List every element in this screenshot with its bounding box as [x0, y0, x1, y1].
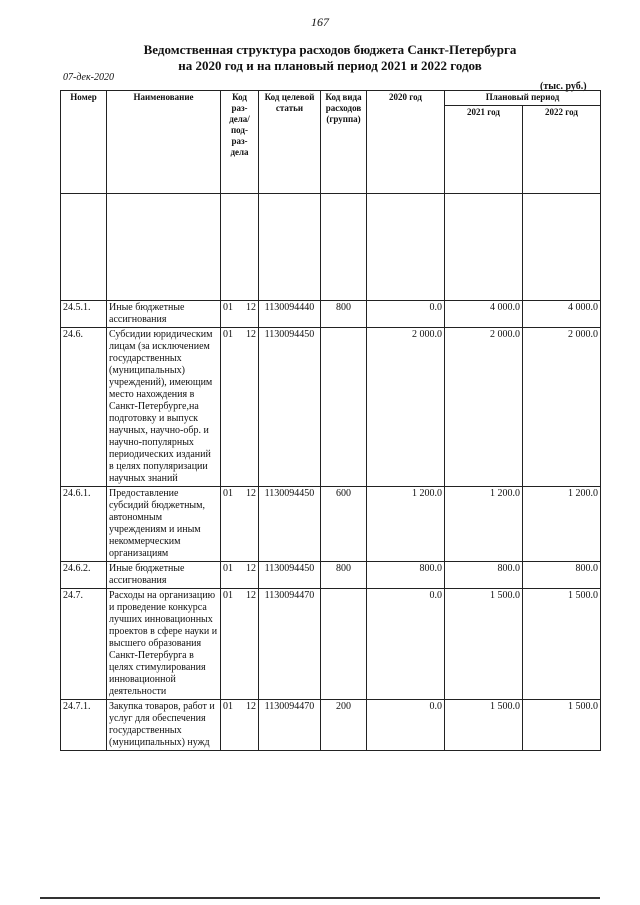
row-section-code [221, 487, 259, 562]
header-name: Наименование [107, 91, 221, 194]
row-subsection: 12 [246, 701, 256, 712]
row-target-code: 1130094440 [259, 301, 321, 328]
row-expense-type [321, 589, 367, 700]
row-number: 24.7.1. [61, 700, 107, 751]
row-section: 01 [223, 302, 233, 313]
row-value-2020: 2 000.0 [367, 328, 445, 487]
row-value-2022: 4 000.0 [523, 301, 601, 328]
row-value-2022: 2 000.0 [523, 328, 601, 487]
row-name: Расходы на организацию и проведение конкурса лучших инновационных проектов в сфере науки и высшего образования Санкт-Петербурга в целях стимулирования инновационной деятельности [107, 589, 221, 700]
budget-table [60, 90, 601, 751]
spacer-row [61, 194, 601, 301]
row-target-code: 1130094450 [259, 562, 321, 589]
header-number: Номер [61, 91, 107, 194]
header-row-top [61, 91, 601, 106]
header-target: Код целевой статьи [259, 91, 321, 194]
row-section: 01 [223, 590, 233, 601]
row-value-2020: 0.0 [367, 589, 445, 700]
header-2020: 2020 год [367, 91, 445, 194]
row-value-2021: 2 000.0 [445, 328, 523, 487]
row-value-2020: 0.0 [367, 301, 445, 328]
header-planned-period: Плановый период [445, 91, 601, 106]
row-subsection: 12 [246, 329, 256, 340]
document-date: 07-дек-2020 [63, 72, 114, 83]
row-name: Иные бюджетные ассигнования [107, 562, 221, 589]
row-section-code [221, 328, 259, 487]
table-row [61, 487, 601, 562]
row-value-2022: 1 500.0 [523, 589, 601, 700]
row-value-2021: 4 000.0 [445, 301, 523, 328]
row-name: Закупка товаров, работ и услуг для обеспечения государственных (муниципальных) нужд [107, 700, 221, 751]
row-section-code [221, 700, 259, 751]
row-target-code: 1130094470 [259, 700, 321, 751]
row-name: Иные бюджетные ассигнования [107, 301, 221, 328]
row-value-2022: 1 200.0 [523, 487, 601, 562]
row-number: 24.7. [61, 589, 107, 700]
row-section: 01 [223, 701, 233, 712]
scan-artifact-line [40, 897, 600, 899]
units-note: (тыс. руб.) [540, 81, 587, 92]
row-value-2021: 1 500.0 [445, 589, 523, 700]
row-name: Субсидии юридическим лицам (за исключением государственных (муниципальных) учреждений), имеющим место нахождения в Санкт-Петербурге,на подготовку и выпуск научных, научно-обр. и научно-популярных периодических изданий в целях популяризации научных знаний [107, 328, 221, 487]
row-value-2020: 800.0 [367, 562, 445, 589]
row-subsection: 12 [246, 563, 256, 574]
table-row [61, 700, 601, 751]
row-expense-type [321, 328, 367, 487]
header-expense-type: Код вида расходов (группа) [321, 91, 367, 194]
row-section: 01 [223, 329, 233, 340]
row-section-code [221, 589, 259, 700]
header-2021: 2021 год [445, 106, 523, 194]
title-line-2: на 2020 год и на плановый период 2021 и 2022 годов [178, 58, 482, 73]
table-body [61, 194, 601, 751]
row-section-code [221, 562, 259, 589]
row-section: 01 [223, 563, 233, 574]
row-target-code: 1130094470 [259, 589, 321, 700]
row-value-2020: 0.0 [367, 700, 445, 751]
row-expense-type: 800 [321, 562, 367, 589]
row-number: 24.5.1. [61, 301, 107, 328]
row-expense-type: 600 [321, 487, 367, 562]
row-value-2021: 1 500.0 [445, 700, 523, 751]
row-number: 24.6. [61, 328, 107, 487]
page-number: 167 [311, 15, 329, 29]
row-expense-type: 800 [321, 301, 367, 328]
table-row [61, 589, 601, 700]
row-value-2022: 800.0 [523, 562, 601, 589]
table-row [61, 301, 601, 328]
title-line-1: Ведомственная структура расходов бюджета Санкт-Петербурга [143, 42, 517, 57]
document-title [60, 42, 600, 74]
row-subsection: 12 [246, 302, 256, 313]
header-2022: 2022 год [523, 106, 601, 194]
row-section-code [221, 301, 259, 328]
table-row [61, 328, 601, 487]
row-value-2021: 1 200.0 [445, 487, 523, 562]
row-number: 24.6.2. [61, 562, 107, 589]
row-value-2020: 1 200.0 [367, 487, 445, 562]
row-subsection: 12 [246, 590, 256, 601]
header-section: Код раз-дела/ под-раз-дела [221, 91, 259, 194]
row-target-code: 1130094450 [259, 487, 321, 562]
row-value-2021: 800.0 [445, 562, 523, 589]
row-name: Предоставление субсидий бюджетным, автономным учреждениям и иным некоммерческим организациям [107, 487, 221, 562]
row-section: 01 [223, 488, 233, 499]
row-number: 24.6.1. [61, 487, 107, 562]
row-subsection: 12 [246, 488, 256, 499]
table-row [61, 562, 601, 589]
row-value-2022: 1 500.0 [523, 700, 601, 751]
row-expense-type: 200 [321, 700, 367, 751]
row-target-code: 1130094450 [259, 328, 321, 487]
